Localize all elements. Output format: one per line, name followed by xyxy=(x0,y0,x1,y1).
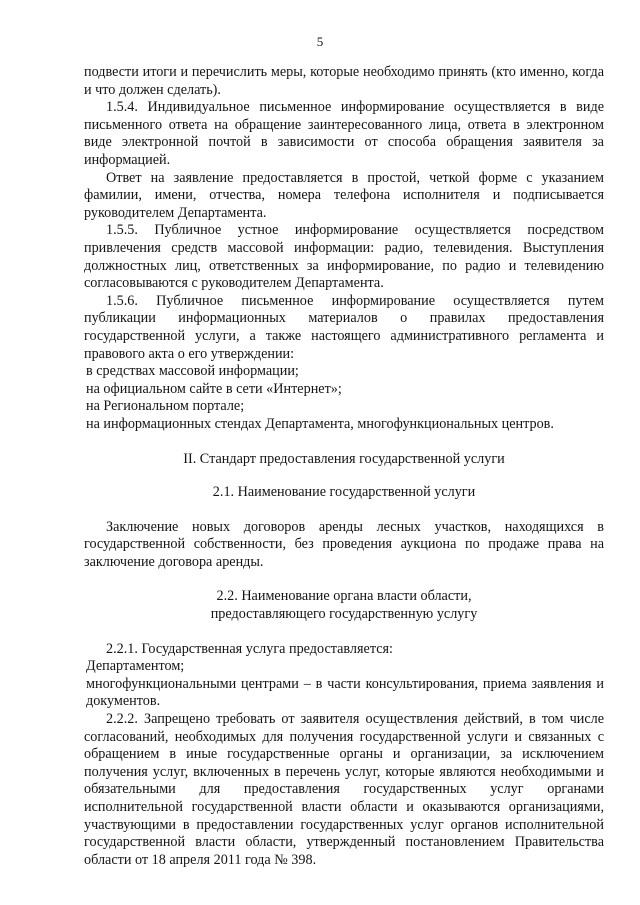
subsection-2-1-heading: 2.1. Наименование государственной услуги xyxy=(212,484,476,501)
paragraph-1-5-6: 1.5.6. Публичное письменное информирование осуществляется путем публикации информационных материалов о правилах предоставления государственной услуги, а также настоящего административного регламента и правового акта о его утверждении: xyxy=(84,292,604,362)
list-item-internet-site: на официальном сайте в сети «Интернет»; xyxy=(86,380,342,397)
paragraph-2-2-1-mfc: многофункциональными центрами – в части консультирования, приема заявления и документов. xyxy=(86,675,604,710)
subsection-2-2-heading-line2: предоставляющего государственную услугу xyxy=(210,606,478,623)
paragraph-1-5-5: 1.5.5. Публичное устное информирование осуществляется посредством привлечения средств массовой информации: радио, телевидения. Выступления должностных лиц, ответственных за информирование, по радио и телевидению согласовываются с руководителем Департамента. xyxy=(84,222,604,292)
section-2-heading: II. Стандарт предоставления государственной услуги xyxy=(183,451,505,468)
list-item-mass-media: в средствах массовой информации; xyxy=(86,363,299,380)
paragraph-2-1: Заключение новых договоров аренды лесных участков, находящихся в государственной собственности, без проведения аукциона по продаже права на заключение договора аренды. xyxy=(84,518,604,570)
paragraph-answer: Ответ на заявление предоставляется в простой, четкой форме с указанием фамилии, имени, отчества, номера телефона исполнителя и подписывается руководителем Департамента. xyxy=(84,169,604,221)
paragraph-2-2-2: 2.2.2. Запрещено требовать от заявителя осуществления действий, в том числе согласований, необходимых для получения государственной услуги и связанных с обращением в иные государственные органы и организации, за исключением получения услуг, включенных в перечень услуг, которые являются необходимыми и обязательными для предоставления государственных услуг органами исполнительной государственной власти области и оказываются организациями, участвующими в предоставлении государственных услуг органов исполнительной государственной власти области, утвержденный постановлением Правительства области от 18 апреля 2011 года № 398. xyxy=(84,711,604,868)
paragraph-1-5-4: 1.5.4. Индивидуальное письменное информирование осуществляется в виде письменного ответа на обращение заинтересованного лица, ответа в электронном виде электронной почтой в зависимости от способа обращения заявителя за информацией. xyxy=(84,99,604,168)
page-number: 5 xyxy=(316,34,324,49)
paragraph-continuation: подвести итоги и перечислить меры, которые необходимо принять (кто именно, когда и что должен сделать). xyxy=(84,64,604,98)
subsection-2-2-heading-line1: 2.2. Наименование органа власти области, xyxy=(216,588,472,605)
paragraph-2-2-1-department: Департаментом; xyxy=(86,658,185,675)
list-item-regional-portal: на Региональном портале; xyxy=(86,398,245,415)
list-item-info-stands: на информационных стендах Департамента, многофункциональных центров. xyxy=(86,415,554,432)
paragraph-2-2-1: 2.2.1. Государственная услуга предоставляется: xyxy=(106,640,393,657)
document-body xyxy=(84,64,604,869)
